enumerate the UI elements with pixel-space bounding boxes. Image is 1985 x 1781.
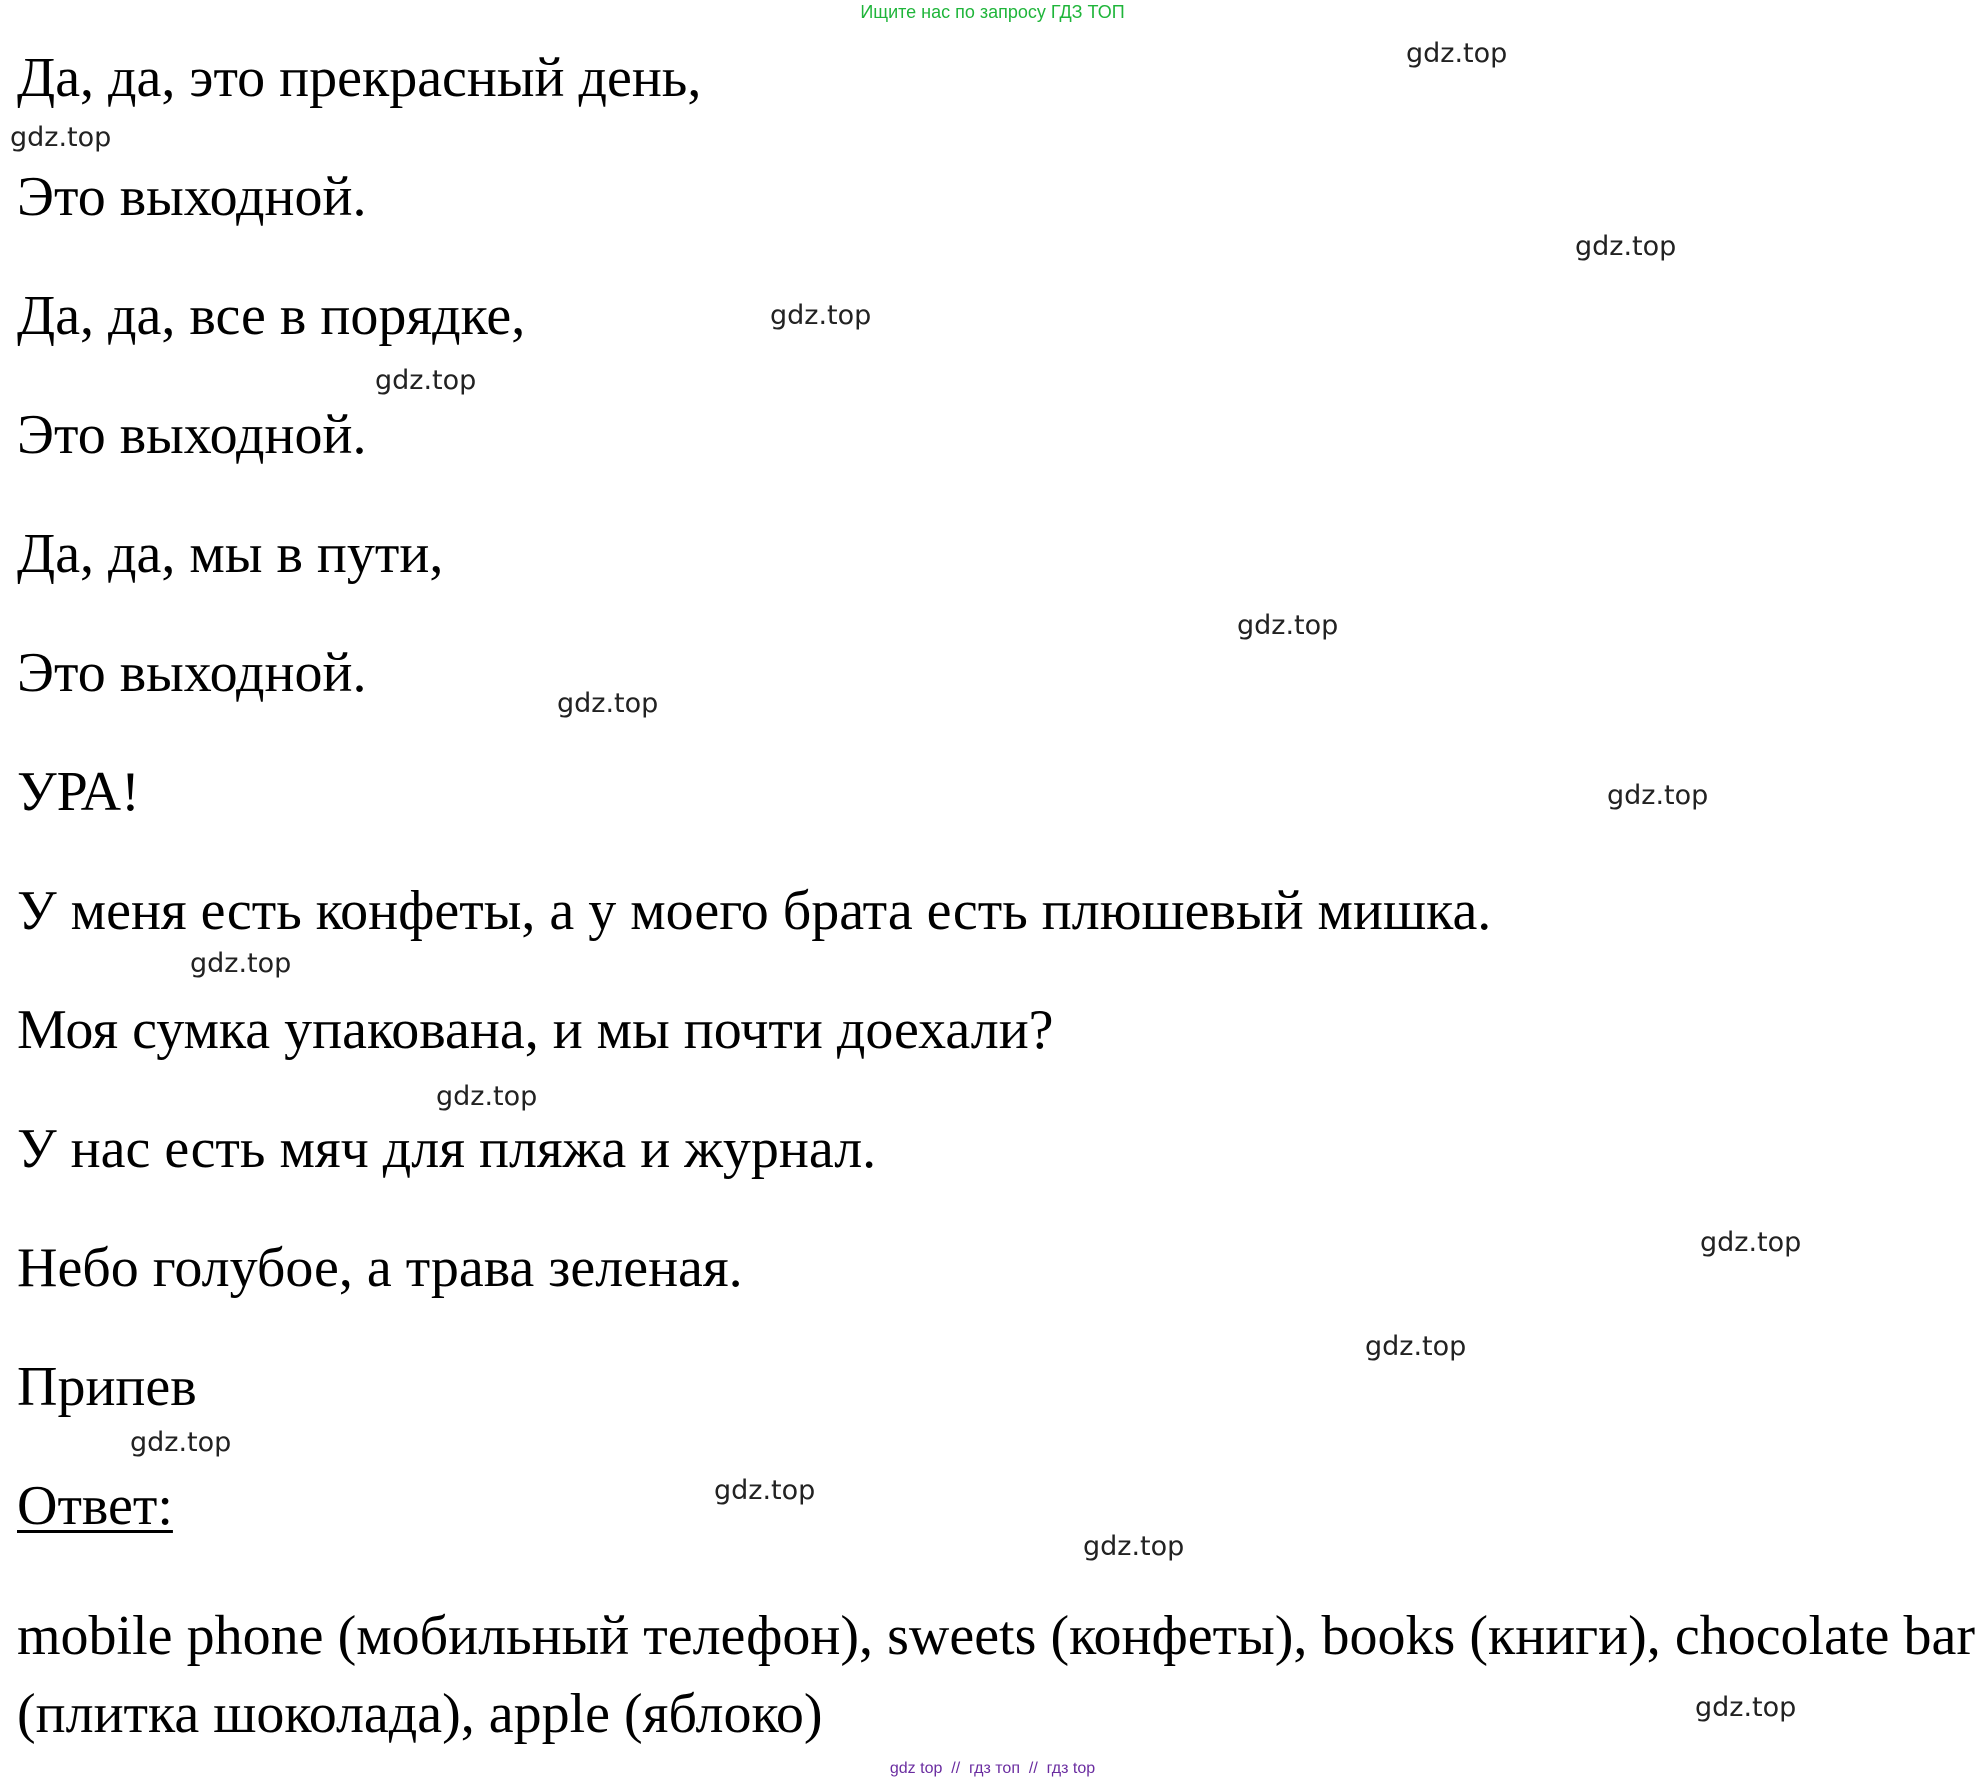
song-line: У меня есть конфеты, а у моего брата есть плюшевый мишка. xyxy=(17,880,1492,942)
watermark: gdz.top xyxy=(770,300,872,331)
song-line: Да, да, все в порядке, xyxy=(17,285,526,347)
watermark: gdz.top xyxy=(436,1081,538,1112)
watermark: gdz.top xyxy=(557,688,659,719)
song-line: У нас есть мяч для пляжа и журнал. xyxy=(17,1118,877,1180)
song-line: Моя сумка упакована, и мы почти доехали? xyxy=(17,999,1054,1061)
song-line: УРА! xyxy=(17,761,140,823)
watermark: gdz.top xyxy=(1607,780,1709,811)
song-line: Это выходной. xyxy=(17,642,367,704)
song-line: Это выходной. xyxy=(17,404,367,466)
watermark: gdz.top xyxy=(375,365,477,396)
answer-text: mobile phone (мобильный телефон), sweets (конфеты), books (книги), chocolate bar (плитка шоколада), apple (яблоко) xyxy=(17,1605,1975,1745)
watermark: gdz.top xyxy=(10,122,112,153)
search-hint-note: Ищите нас по запросу ГДЗ ТОП xyxy=(860,2,1125,22)
watermark: gdz.top xyxy=(130,1427,232,1458)
watermark: gdz.top xyxy=(190,948,292,979)
song-line: Небо голубое, а трава зеленая. xyxy=(17,1237,743,1299)
footer-note: gdz top // гдз топ // гдз top xyxy=(889,1760,1096,1777)
song-line: Это выходной. xyxy=(17,166,367,228)
watermark: gdz.top xyxy=(714,1475,816,1506)
watermark: gdz.top xyxy=(1237,610,1339,641)
chorus-label: Припев xyxy=(17,1356,197,1418)
watermark: gdz.top xyxy=(1700,1227,1802,1258)
watermark: gdz.top xyxy=(1406,38,1508,69)
song-line: Да, да, это прекрасный день, xyxy=(17,47,702,109)
watermark: gdz.top xyxy=(1575,231,1677,262)
song-line: Да, да, мы в пути, xyxy=(17,523,444,585)
watermark: gdz.top xyxy=(1695,1692,1797,1723)
answer-heading: Ответ: xyxy=(17,1475,173,1537)
watermark: gdz.top xyxy=(1365,1331,1467,1362)
watermark: gdz.top xyxy=(1083,1531,1185,1562)
